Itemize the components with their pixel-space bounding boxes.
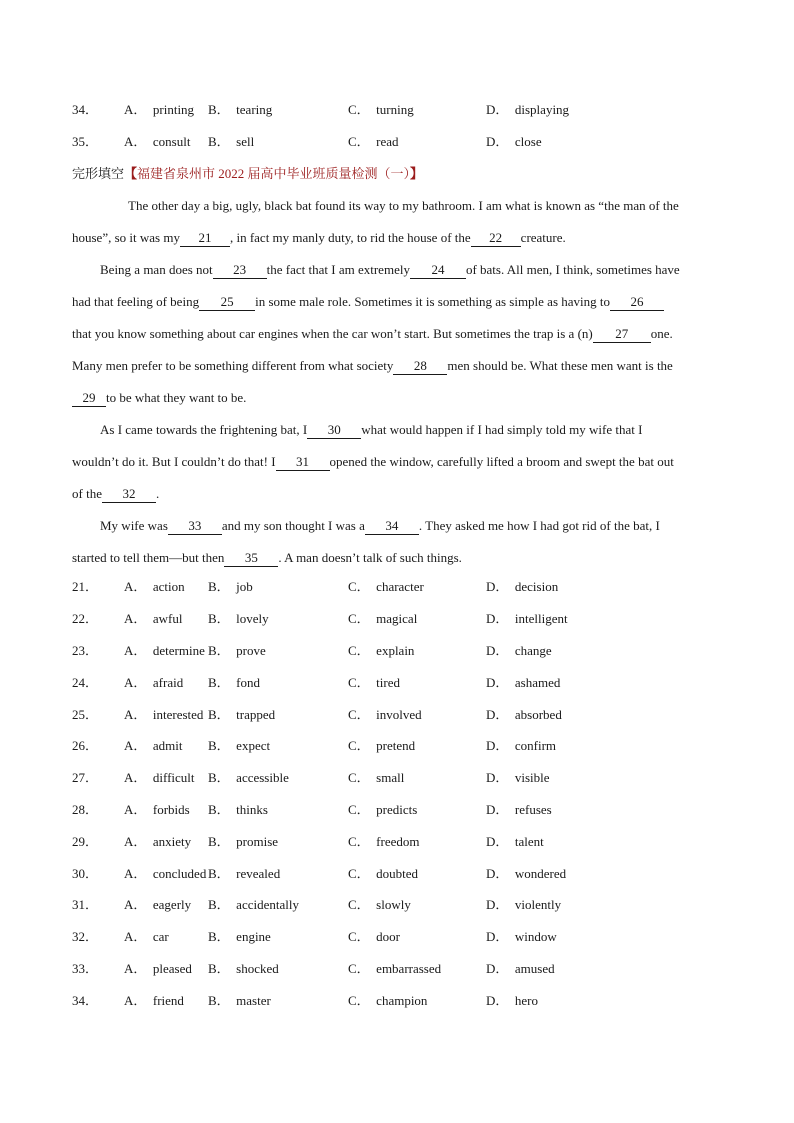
option-c: C． magical	[348, 609, 417, 629]
bracket-open: 【	[124, 166, 138, 181]
blank-35: 35	[224, 549, 278, 567]
passage-text: My wife was	[100, 518, 168, 533]
passage-text: The other day a big, ugly, black bat found its way to my bathroom. I am what is known as “the man of the	[128, 198, 679, 213]
option-c: C． door	[348, 927, 400, 947]
passage-text: house”, so it was my	[72, 230, 180, 245]
question-row	[72, 577, 722, 597]
bracket-close: 】	[410, 166, 424, 181]
question-number: 35 ．	[72, 132, 98, 152]
option-d: D． hero	[486, 991, 538, 1011]
option-d: D． talent	[486, 832, 544, 852]
passage-text: had that feeling of being	[72, 294, 200, 309]
passage-line	[72, 324, 673, 344]
passage-text: one.	[650, 326, 673, 341]
question-number: 34 ．	[72, 100, 98, 120]
option-c: C． slowly	[348, 895, 411, 915]
passage-text: Many men prefer to be something different from what society	[72, 358, 394, 373]
passage-text: creature.	[520, 230, 566, 245]
passage-line	[72, 292, 664, 312]
question-number: 29 ．	[72, 832, 98, 852]
option-d: D． change	[486, 641, 552, 661]
question-number: 28 ．	[72, 800, 98, 820]
section-source: 福建省泉州市 2022 届高中毕业班质量检测（一）	[137, 166, 411, 181]
passage-line	[72, 388, 246, 408]
option-d: D． displaying	[486, 100, 569, 120]
option-b: B． sell	[208, 132, 254, 152]
section-heading	[72, 164, 423, 184]
blank-30: 30	[307, 421, 361, 439]
question-number: 34 ．	[72, 991, 98, 1011]
question-row	[72, 927, 722, 947]
question-row	[72, 800, 722, 820]
option-c: C． small	[348, 768, 404, 788]
option-d: D． refuses	[486, 800, 552, 820]
option-b: B． thinks	[208, 800, 268, 820]
question-number: 27 ．	[72, 768, 98, 788]
option-c: C． pretend	[348, 736, 415, 756]
option-a: A． awful	[124, 609, 183, 629]
question-row	[72, 673, 722, 693]
passage-text: in some male role. Sometimes it is something as simple as having to	[255, 294, 611, 309]
question-row	[72, 991, 722, 1011]
passage-text: As I came towards the frightening bat, I	[100, 422, 308, 437]
option-b: B． shocked	[208, 959, 279, 979]
option-a: A． difficult	[124, 768, 195, 788]
blank-22: 22	[471, 229, 521, 247]
passage-text: . A man doesn’t talk of such things.	[278, 550, 462, 565]
passage-text: to be what they want to be.	[106, 390, 247, 405]
passage-line	[72, 356, 673, 376]
passage-line	[128, 196, 679, 216]
option-b: B． lovely	[208, 609, 269, 629]
option-a: A． printing	[124, 100, 194, 120]
passage-text: that you know something about car engines when the car won’t start. But sometimes the trap is a (n)	[72, 326, 593, 341]
passage-text: . They asked me how I had got rid of the bat, I	[418, 518, 660, 533]
question-number: 25 ．	[72, 705, 98, 725]
option-a: A． admit	[124, 736, 183, 756]
blank-21: 21	[180, 229, 230, 247]
section-label: 完形填空	[72, 166, 125, 181]
option-c: C． read	[348, 132, 399, 152]
option-a: A． afraid	[124, 673, 183, 693]
passage-text: and my son thought I was a	[221, 518, 365, 533]
blank-34: 34	[365, 517, 419, 535]
passage-text: started to tell them—but then	[72, 550, 225, 565]
question-number: 21 ．	[72, 577, 98, 597]
option-d: D． confirm	[486, 736, 556, 756]
blank-31: 31	[276, 453, 330, 471]
passage-text: the fact that I am extremely	[266, 262, 410, 277]
option-d: D． absorbed	[486, 705, 562, 725]
option-b: B． accidentally	[208, 895, 299, 915]
question-row	[72, 768, 722, 788]
option-a: A． eagerly	[124, 895, 191, 915]
blank-29: 29	[72, 389, 106, 407]
question-number: 32 ．	[72, 927, 98, 947]
option-b: B． engine	[208, 927, 271, 947]
passage-line	[72, 484, 159, 504]
option-c: C． character	[348, 577, 424, 597]
option-c: C． tired	[348, 673, 400, 693]
option-c: C． turning	[348, 100, 414, 120]
blank-33: 33	[168, 517, 222, 535]
question-number: 23 ．	[72, 641, 98, 661]
blank-24: 24	[410, 261, 466, 279]
passage-line	[72, 452, 674, 472]
question-number: 31 ．	[72, 895, 98, 915]
option-b: B． trapped	[208, 705, 275, 725]
blank-23: 23	[213, 261, 267, 279]
passage-line	[100, 420, 642, 440]
option-b: B． prove	[208, 641, 266, 661]
blank-27: 27	[593, 325, 651, 343]
option-c: C． doubted	[348, 864, 418, 884]
passage-text: .	[155, 486, 160, 501]
blank-28: 28	[393, 357, 447, 375]
option-d: D． window	[486, 927, 557, 947]
option-c: C． explain	[348, 641, 414, 661]
question-row	[72, 609, 722, 629]
blank-32: 32	[102, 485, 156, 503]
passage-line	[100, 260, 680, 280]
passage-text: of bats. All men, I think, sometimes have	[465, 262, 680, 277]
blank-25: 25	[199, 293, 255, 311]
option-b: B． master	[208, 991, 271, 1011]
question-row	[72, 100, 722, 120]
question-number: 33 ．	[72, 959, 98, 979]
option-a: A． friend	[124, 991, 184, 1011]
question-number: 22 ．	[72, 609, 98, 629]
option-d: D． decision	[486, 577, 558, 597]
option-b: B． tearing	[208, 100, 272, 120]
option-d: D． ashamed	[486, 673, 560, 693]
option-d: D． amused	[486, 959, 555, 979]
option-a: A． interested	[124, 705, 203, 725]
option-d: D． close	[486, 132, 542, 152]
option-d: D． violently	[486, 895, 561, 915]
passage-text: men should be. What these men want is the	[447, 358, 673, 373]
question-row	[72, 832, 722, 852]
option-d: D． visible	[486, 768, 550, 788]
option-c: C． involved	[348, 705, 422, 725]
passage-text: opened the window, carefully lifted a broom and swept the bat out	[329, 454, 674, 469]
option-d: D． intelligent	[486, 609, 568, 629]
blank-26: 26	[610, 293, 664, 311]
option-d: D． wondered	[486, 864, 566, 884]
question-number: 24 ．	[72, 673, 98, 693]
question-number: 30 ．	[72, 864, 98, 884]
option-b: B． revealed	[208, 864, 280, 884]
passage-text: Being a man does not	[100, 262, 213, 277]
option-c: C． embarrassed	[348, 959, 441, 979]
question-row	[72, 895, 722, 915]
option-b: B． fond	[208, 673, 260, 693]
option-b: B． accessible	[208, 768, 289, 788]
option-a: A． determine	[124, 641, 205, 661]
option-b: B． expect	[208, 736, 270, 756]
option-a: A． forbids	[124, 800, 190, 820]
passage-line	[72, 228, 566, 248]
option-b: B． job	[208, 577, 253, 597]
passage-text: what would happen if I had simply told my wife that I	[361, 422, 643, 437]
option-a: A． consult	[124, 132, 190, 152]
option-c: C． predicts	[348, 800, 417, 820]
passage-text: of the	[72, 486, 102, 501]
option-a: A． pleased	[124, 959, 192, 979]
option-a: A． action	[124, 577, 185, 597]
option-a: A． anxiety	[124, 832, 191, 852]
option-a: A． car	[124, 927, 169, 947]
option-a: A． concluded	[124, 864, 206, 884]
passage-text: wouldn’t do it. But I couldn’t do that! I	[72, 454, 276, 469]
question-row	[72, 959, 722, 979]
passage-line	[72, 548, 462, 568]
passage-text: , in fact my manly duty, to rid the house of the	[229, 230, 471, 245]
question-row	[72, 864, 722, 884]
passage-line	[100, 516, 660, 536]
question-row	[72, 705, 722, 725]
question-row	[72, 132, 722, 152]
question-row	[72, 736, 722, 756]
question-row	[72, 641, 722, 661]
option-c: C． champion	[348, 991, 427, 1011]
option-b: B． promise	[208, 832, 278, 852]
option-c: C． freedom	[348, 832, 419, 852]
question-number: 26 ．	[72, 736, 98, 756]
